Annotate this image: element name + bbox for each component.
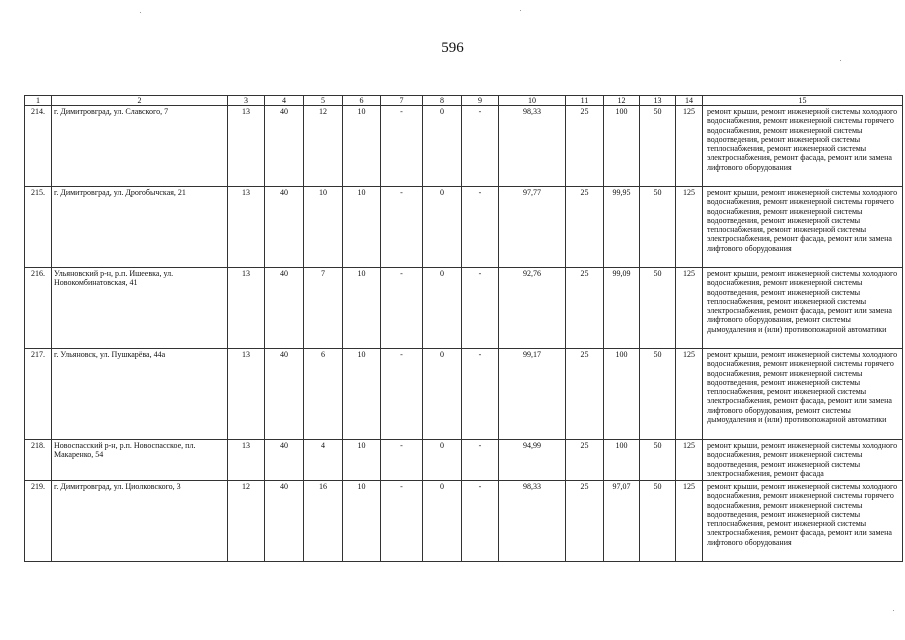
address-cell: г. Димитровград, ул. Славского, 7 (52, 106, 228, 187)
address-cell: Ульяновский р-н, р.п. Ишеевка, ул. Новокомбинатовская, 41 (52, 268, 228, 349)
row-number: 214. (25, 106, 52, 187)
works-description: ремонт крыши, ремонт инженерной системы холодного водоснабжения, ремонт инженерной системы горячего водоснабжения, ремонт инженерной системы водоотведения, ремонт инженерной системы теплоснабжения, ремонт инженерной системы электроснабжения, ремонт фасада, ремонт или замена лифтового оборудования, ремонт системы дымоудаления и (или) противопожарной автоматики (703, 349, 903, 440)
value-cell: 13 (228, 349, 265, 440)
address-cell: г. Ульяновск, ул. Пушкарёва, 44а (52, 349, 228, 440)
scan-speck (840, 60, 841, 61)
value-cell: 40 (265, 481, 304, 562)
value-cell: 50 (640, 106, 676, 187)
value-cell: 0 (423, 268, 462, 349)
value-cell: - (381, 106, 423, 187)
value-cell: 40 (265, 187, 304, 268)
value-cell: - (381, 268, 423, 349)
value-cell: 25 (566, 106, 604, 187)
value-cell: 0 (423, 187, 462, 268)
value-cell: 92,76 (499, 268, 566, 349)
value-cell: - (381, 481, 423, 562)
row-number: 216. (25, 268, 52, 349)
value-cell: 125 (676, 106, 703, 187)
scan-speck (520, 10, 521, 11)
value-cell: - (462, 481, 499, 562)
header-cell: 11 (566, 96, 604, 106)
value-cell: - (381, 187, 423, 268)
data-table (24, 95, 903, 562)
value-cell: 0 (423, 349, 462, 440)
value-cell: 100 (604, 440, 640, 481)
works-description: ремонт крыши, ремонт инженерной системы холодного водоснабжения, ремонт инженерной системы горячего водоснабжения, ремонт инженерной системы водоотведения, ремонт инженерной системы теплоснабжения, ремонт инженерной системы электроснабжения, ремонт фасада, ремонт или замена лифтового оборудования (703, 481, 903, 562)
value-cell: 25 (566, 268, 604, 349)
table-row (25, 187, 903, 268)
value-cell: 10 (304, 187, 343, 268)
value-cell: 25 (566, 349, 604, 440)
value-cell: - (381, 440, 423, 481)
header-cell: 12 (604, 96, 640, 106)
header-cell: 1 (25, 96, 52, 106)
value-cell: 125 (676, 481, 703, 562)
table-row (25, 106, 903, 187)
row-number: 215. (25, 187, 52, 268)
header-cell: 6 (343, 96, 381, 106)
value-cell: 10 (343, 187, 381, 268)
value-cell: 10 (343, 106, 381, 187)
value-cell: 40 (265, 440, 304, 481)
value-cell: 6 (304, 349, 343, 440)
value-cell: 125 (676, 187, 703, 268)
value-cell: 50 (640, 349, 676, 440)
works-description: ремонт крыши, ремонт инженерной системы холодного водоснабжения, ремонт инженерной системы водоотведения, ремонт инженерной системы теплоснабжения, ремонт инженерной системы электроснабжения, ремонт фасада, ремонт или замена лифтового оборудования, ремонт системы дымоудаления и (или) противопожарной автоматики (703, 268, 903, 349)
row-number: 218. (25, 440, 52, 481)
header-cell: 8 (423, 96, 462, 106)
row-number: 217. (25, 349, 52, 440)
value-cell: 10 (343, 268, 381, 349)
table-row (25, 481, 903, 562)
header-cell: 13 (640, 96, 676, 106)
value-cell: 0 (423, 481, 462, 562)
value-cell: 0 (423, 106, 462, 187)
value-cell: 98,33 (499, 481, 566, 562)
value-cell: 40 (265, 106, 304, 187)
header-cell: 3 (228, 96, 265, 106)
value-cell: 10 (343, 440, 381, 481)
value-cell: 12 (304, 106, 343, 187)
table-row (25, 440, 903, 481)
address-cell: г. Димитровград, ул. Дрогобычская, 21 (52, 187, 228, 268)
table-row (25, 268, 903, 349)
row-number: 219. (25, 481, 52, 562)
value-cell: 100 (604, 349, 640, 440)
value-cell: 25 (566, 187, 604, 268)
table-row (25, 349, 903, 440)
value-cell: 4 (304, 440, 343, 481)
header-cell: 5 (304, 96, 343, 106)
header-cell: 14 (676, 96, 703, 106)
value-cell: 125 (676, 349, 703, 440)
value-cell: 0 (423, 440, 462, 481)
value-cell: 50 (640, 187, 676, 268)
address-cell: Новоспасский р-н, р.п. Новоспасское, пл. Макаренко, 54 (52, 440, 228, 481)
header-cell: 9 (462, 96, 499, 106)
value-cell: 13 (228, 187, 265, 268)
page-number: 596 (441, 40, 464, 56)
value-cell: 16 (304, 481, 343, 562)
value-cell: 50 (640, 268, 676, 349)
header-cell: 2 (52, 96, 228, 106)
value-cell: 99,17 (499, 349, 566, 440)
scan-speck (140, 12, 141, 13)
value-cell: - (462, 268, 499, 349)
address-cell: г. Димитровград, ул. Циолковского, 3 (52, 481, 228, 562)
value-cell: - (462, 187, 499, 268)
scan-speck (893, 610, 894, 611)
value-cell: 12 (228, 481, 265, 562)
header-cell: 10 (499, 96, 566, 106)
value-cell: 125 (676, 440, 703, 481)
value-cell: 10 (343, 349, 381, 440)
works-description: ремонт крыши, ремонт инженерной системы холодного водоснабжения, ремонт инженерной системы водоотведения, ремонт инженерной системы электроснабжения, ремонт фасада (703, 440, 903, 481)
value-cell: 10 (343, 481, 381, 562)
header-cell: 7 (381, 96, 423, 106)
value-cell: 99,95 (604, 187, 640, 268)
value-cell: 13 (228, 440, 265, 481)
value-cell: 25 (566, 440, 604, 481)
value-cell: 125 (676, 268, 703, 349)
column-number-header (25, 96, 903, 106)
value-cell: 99,09 (604, 268, 640, 349)
value-cell: 7 (304, 268, 343, 349)
value-cell: - (462, 106, 499, 187)
value-cell: 50 (640, 481, 676, 562)
value-cell: 40 (265, 349, 304, 440)
value-cell: 50 (640, 440, 676, 481)
header-cell: 4 (265, 96, 304, 106)
works-description: ремонт крыши, ремонт инженерной системы холодного водоснабжения, ремонт инженерной системы горячего водоснабжения, ремонт инженерной системы водоотведения, ремонт инженерной системы теплоснабжения, ремонт инженерной системы электроснабжения, ремонт фасада, ремонт или замена лифтового оборудования (703, 106, 903, 187)
value-cell: - (462, 349, 499, 440)
value-cell: 13 (228, 268, 265, 349)
value-cell: 97,07 (604, 481, 640, 562)
value-cell: 98,33 (499, 106, 566, 187)
value-cell: 13 (228, 106, 265, 187)
value-cell: 100 (604, 106, 640, 187)
works-description: ремонт крыши, ремонт инженерной системы холодного водоснабжения, ремонт инженерной системы горячего водоснабжения, ремонт инженерной системы водоотведения, ремонт инженерной системы теплоснабжения, ремонт инженерной системы электроснабжения, ремонт фасада, ремонт или замена лифтового оборудования (703, 187, 903, 268)
value-cell: 94,99 (499, 440, 566, 481)
value-cell: - (381, 349, 423, 440)
value-cell: 40 (265, 268, 304, 349)
value-cell: 25 (566, 481, 604, 562)
value-cell: 97,77 (499, 187, 566, 268)
header-cell: 15 (703, 96, 903, 106)
value-cell: - (462, 440, 499, 481)
